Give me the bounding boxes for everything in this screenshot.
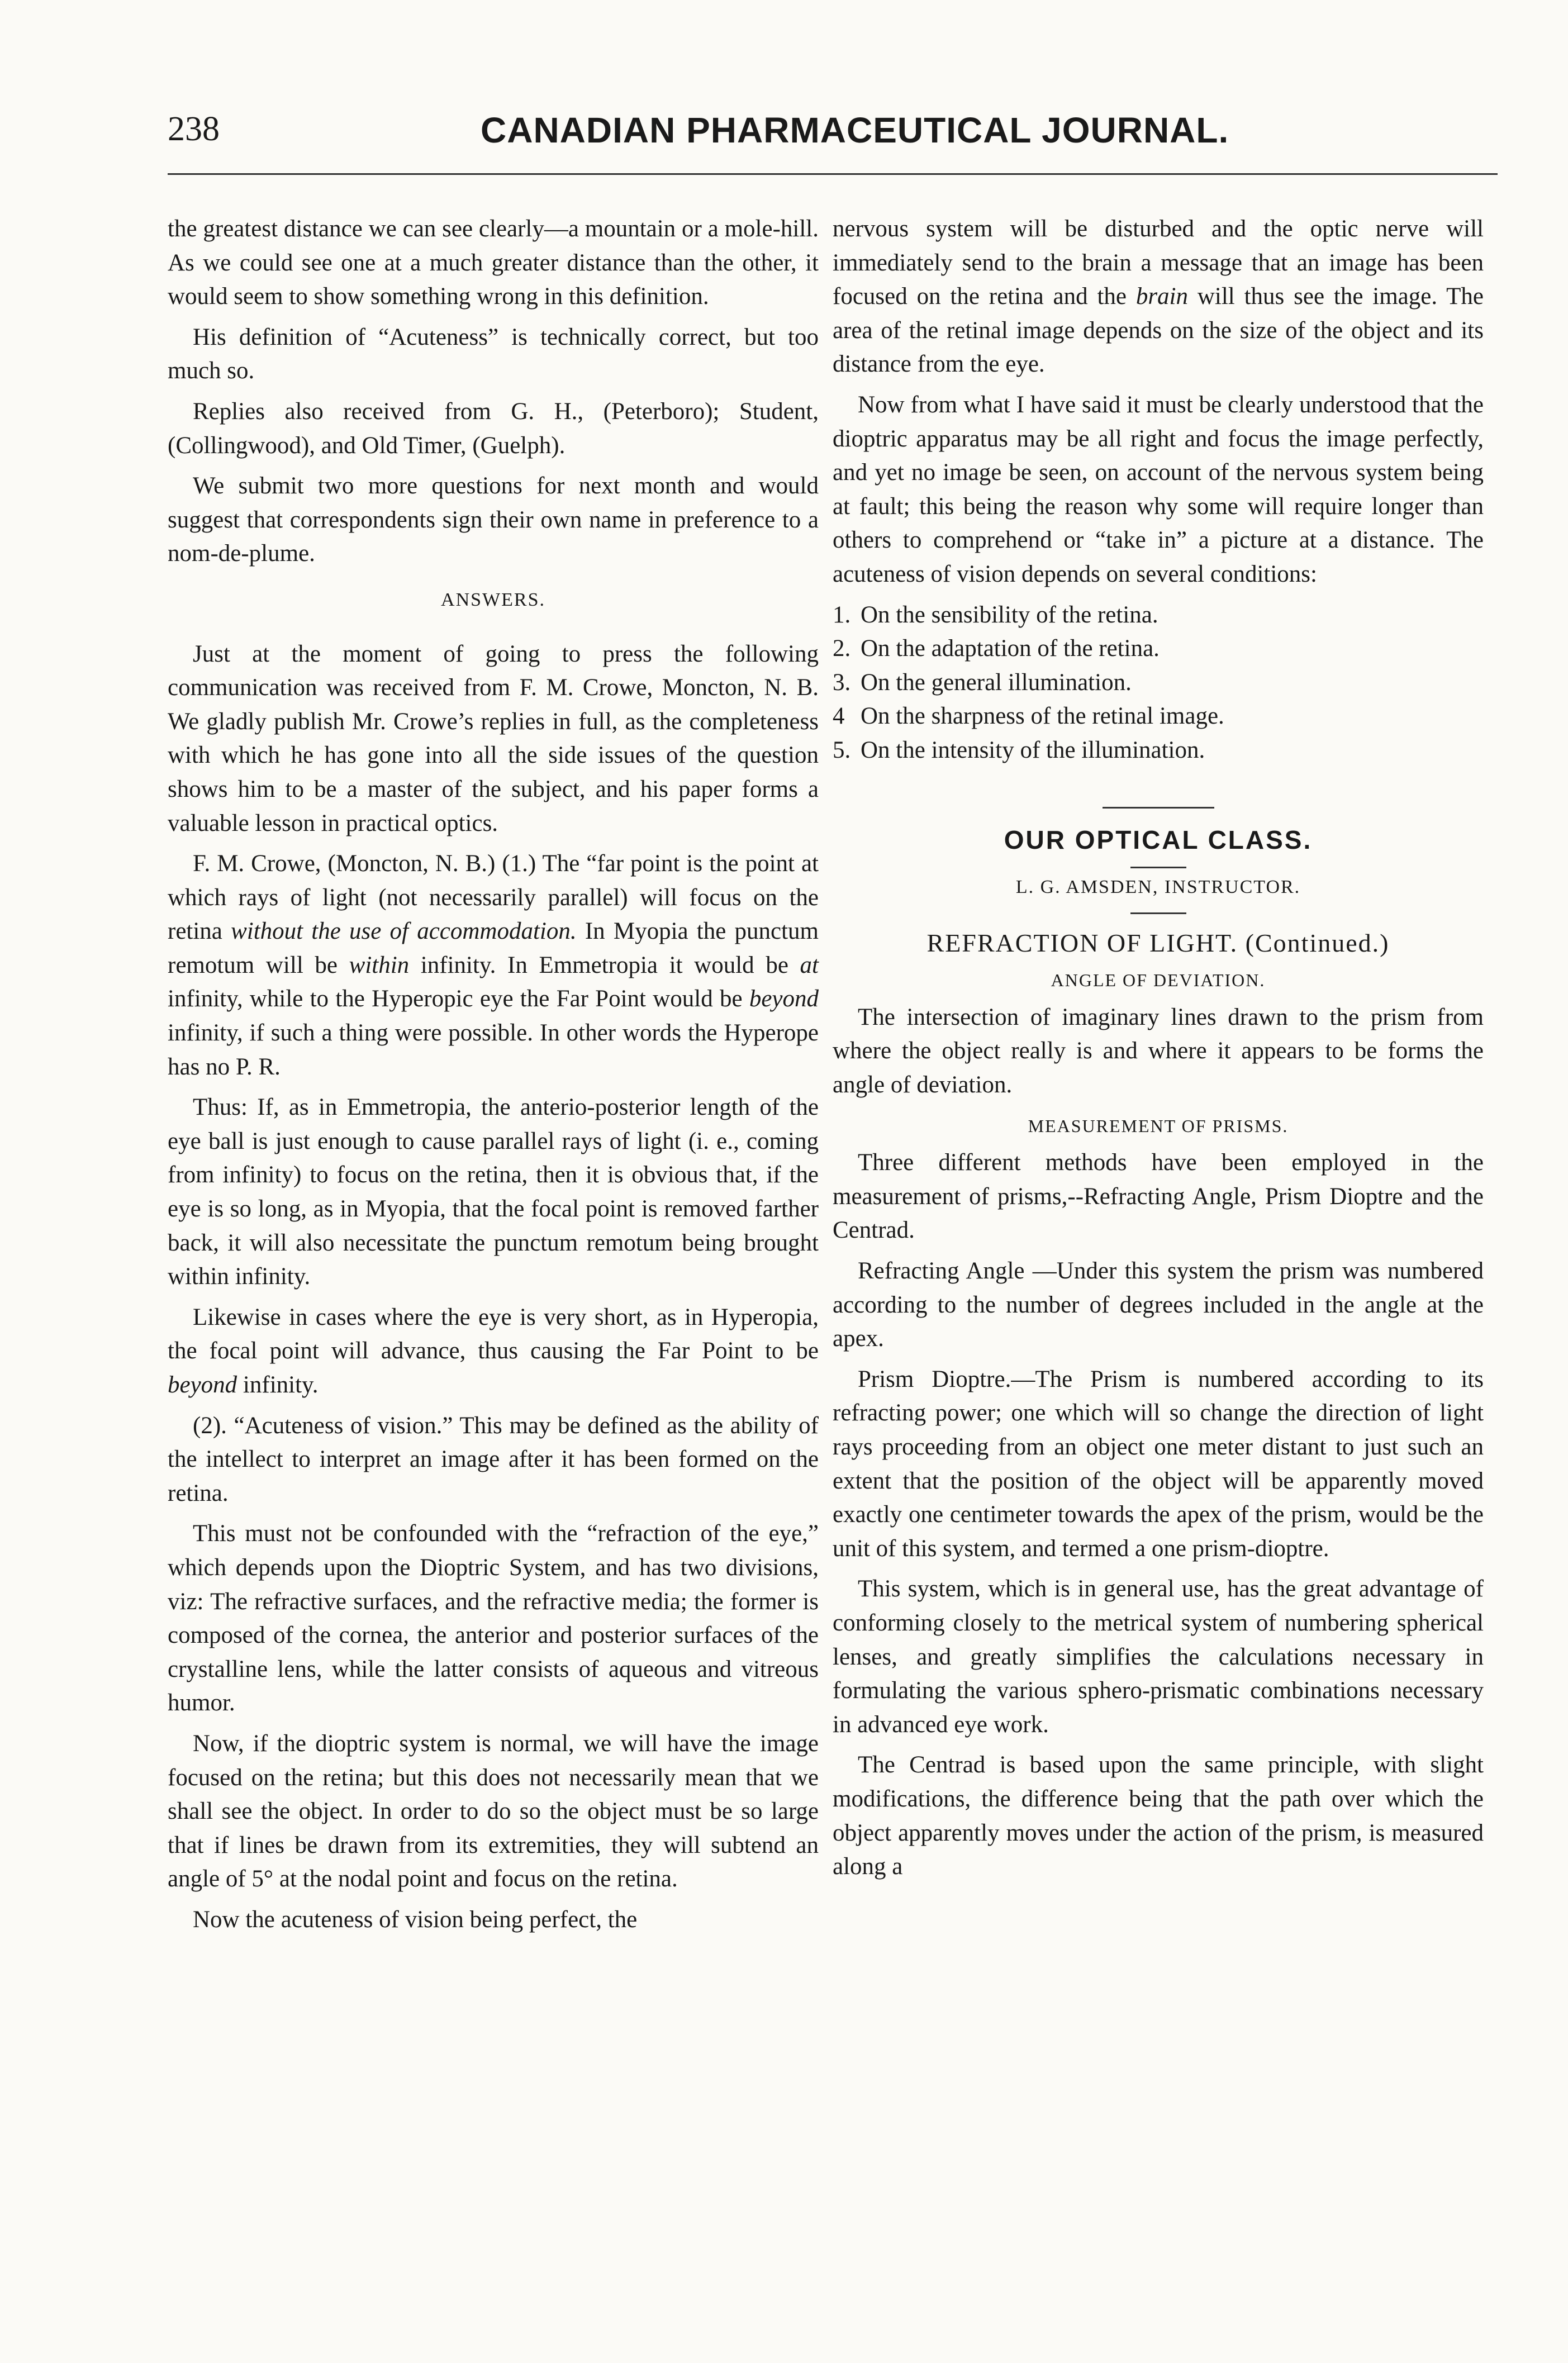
paragraph: Refracting Angle —Under this system the prism was numbered according to the number of degrees included in the angle at the apex. xyxy=(833,1258,1484,1352)
italic-run: brain xyxy=(1135,283,1189,310)
paragraph: Replies also received from G. H., (Peterboro); Student, (Collingwood), and Old Timer, (Guelph). xyxy=(168,398,819,459)
paragraph: Prism Dioptre.—The Prism is numbered according to its refracting power; one which will so change the direction of light rays proceeding from an object one meter distant to just such an extent that the position of the object will be apparently moved exactly one centimeter towards the apex of the prism, would be the unit of this system, and termed a one prism-dioptre. xyxy=(833,1366,1484,1562)
italic-run: beyond xyxy=(749,986,819,1012)
list-text: On the intensity of the illumination. xyxy=(861,736,1205,763)
paragraph: The Centrad is based upon the same principle, with slight modifications, the difference being that the path over which the object apparently moves under the action of the prism, is measured along a xyxy=(833,1752,1484,1880)
conditions-list xyxy=(833,598,1484,768)
paragraph: Now, if the dioptric system is normal, we will have the image focused on the retina; but this does not necessarily mean that we shall see the object. In order to do so the object must be so large that if lines be drawn from its extremities, they will subtend an angle of 5° at the nodal point and focus on the retina. xyxy=(168,1730,819,1893)
paragraph xyxy=(833,212,1484,382)
journal-title: CANADIAN PHARMACEUTICAL JOURNAL. xyxy=(481,110,1229,150)
text-run: Likewise in cases where the eye is very short, as in Hyperopia, the focal point will advance, thus causing the Far Point to be xyxy=(168,1304,819,1364)
text-run: infinity, while to the Hyperopic eye the Far Point would be xyxy=(168,986,749,1012)
paragraph: The intersection of imaginary lines drawn to the prism from where the object really is and where it appears to be forms the angle of deviation. xyxy=(833,1004,1484,1099)
list-text: On the general illumination. xyxy=(861,669,1132,696)
paragraph xyxy=(168,1301,819,1402)
list-text: On the adaptation of the retina. xyxy=(861,635,1160,662)
list-item xyxy=(833,700,1484,734)
subheading: ANGLE OF DEVIATION. xyxy=(1051,970,1266,991)
italic-run: without the use of accommodation. xyxy=(231,918,577,945)
answers-heading: ANSWERS. xyxy=(441,589,545,610)
list-number: 3. xyxy=(833,669,851,696)
list-number: 1. xyxy=(833,601,851,628)
page-number: 238 xyxy=(168,110,220,148)
paragraph: Three different methods have been employed in the measurement of prisms,--Refracting Angle, Prism Dioptre and the Centrad. xyxy=(833,1149,1484,1244)
running-header xyxy=(168,110,1470,160)
paragraph: Now the acuteness of vision being perfect, the xyxy=(193,1906,638,1933)
text-run: infinity. In Emmetropia it would be xyxy=(409,952,800,978)
divider xyxy=(1130,912,1186,914)
paragraph: Now from what I have said it must be clearly understood that the dioptric apparatus may be all right and focus the image perfectly, and yet no image be seen, on account of the nervous system being at fault; this being the reason why some will require longer than others to comprehend or “take in” a picture at a distance. The acuteness of vision depends on several conditions: xyxy=(833,391,1484,587)
paragraph: Just at the moment of going to press the following communication was received from F. M. Crowe, Moncton, N. B. We gladly publish Mr. Crowe’s replies in full, as the completeness with which he has gone into all the side issues of the question shows him to be a master of the subject, and his paper forms a valuable lesson in practical optics. xyxy=(168,640,819,836)
italic-run: beyond xyxy=(168,1372,237,1398)
section-title: OUR OPTICAL CLASS. xyxy=(1004,825,1313,854)
paragraph: the greatest distance we can see clearly—a mountain or a mole-hill. As we could see one at a much greater distance than the other, it would seem to show something wrong in this definition. xyxy=(168,216,819,310)
left-column xyxy=(168,212,819,1944)
list-text: On the sharpness of the retinal image. xyxy=(861,703,1224,730)
text-run: In Myopia the punctum remotum will be xyxy=(168,918,819,978)
text-run: F. M. Crowe, (Moncton, N. B.) (1.) The “far point is the point at which rays of light (not necessarily parallel) will focus on the retina xyxy=(168,850,819,945)
divider xyxy=(1130,867,1186,868)
right-column xyxy=(833,212,1484,1891)
list-item xyxy=(833,598,1484,633)
paragraph: (2). “Acuteness of vision.” This may be defined as the ability of the intellect to interpret an image after it has been formed on the retina. xyxy=(168,1412,819,1506)
list-text: On the sensibility of the retina. xyxy=(861,601,1158,628)
italic-run: at xyxy=(800,952,819,978)
subheading: MEASUREMENT OF PRISMS. xyxy=(1028,1115,1289,1136)
text-run: infinity. xyxy=(237,1372,319,1398)
list-item xyxy=(833,666,1484,700)
list-number: 4 xyxy=(833,703,845,730)
byline: L. G. AMSDEN, INSTRUCTOR. xyxy=(1015,877,1301,898)
header-rule xyxy=(168,173,1498,175)
paragraph: This must not be confounded with the “refraction of the eye,” which depends upon the Dioptric System, and has two divisions, viz: The refractive surfaces, and the refractive media; the former is composed of the cornea, the anterior and posterior surfaces of the crystalline lens, while the latter consists of aqueous and vitreous humor. xyxy=(168,1520,819,1717)
list-item xyxy=(833,632,1484,666)
article-title: REFRACTION OF LIGHT. (Continued.) xyxy=(926,928,1390,957)
list-number: 5. xyxy=(833,736,851,763)
list-number: 2. xyxy=(833,635,851,662)
text-run: infinity, if such a thing were possible. In other words the Hyperope has no P. R. xyxy=(168,1020,819,1080)
paragraph: We submit two more questions for next month and would suggest that correspondents sign their own name in preference to a nom-de-plume. xyxy=(168,473,819,567)
paragraph: Thus: If, as in Emmetropia, the anterio-posterior length of the eye ball is just enough to cause parallel rays of light (i. e., coming from infinity) to focus on the retina, then it is obvious that, if the eye is so long, as in Myopia, that the focal point is removed farther back, it will also necessitate the punctum remotum being brought within infinity. xyxy=(168,1094,819,1290)
paragraph: This system, which is in general use, has the great advantage of conforming closely to the metrical system of numbering spherical lenses, and greatly simplifies the calculations necessary in formulating the various sphero-prismatic combinations necessary in advanced eye work. xyxy=(833,1576,1484,1738)
paragraph xyxy=(168,847,819,1084)
list-item xyxy=(833,734,1484,768)
text-run: will thus see the image. The area of the retinal image depends on the size of the object and its distance from the eye. xyxy=(833,283,1484,378)
paragraph: His definition of “Acuteness” is technically correct, but too much so. xyxy=(168,324,819,384)
text-run: nervous system will be disturbed and the optic nerve will immediately send to the brain a message that an image has been focused on the retina and the xyxy=(833,216,1484,310)
italic-run: within xyxy=(349,952,410,978)
section-divider xyxy=(1103,807,1214,809)
